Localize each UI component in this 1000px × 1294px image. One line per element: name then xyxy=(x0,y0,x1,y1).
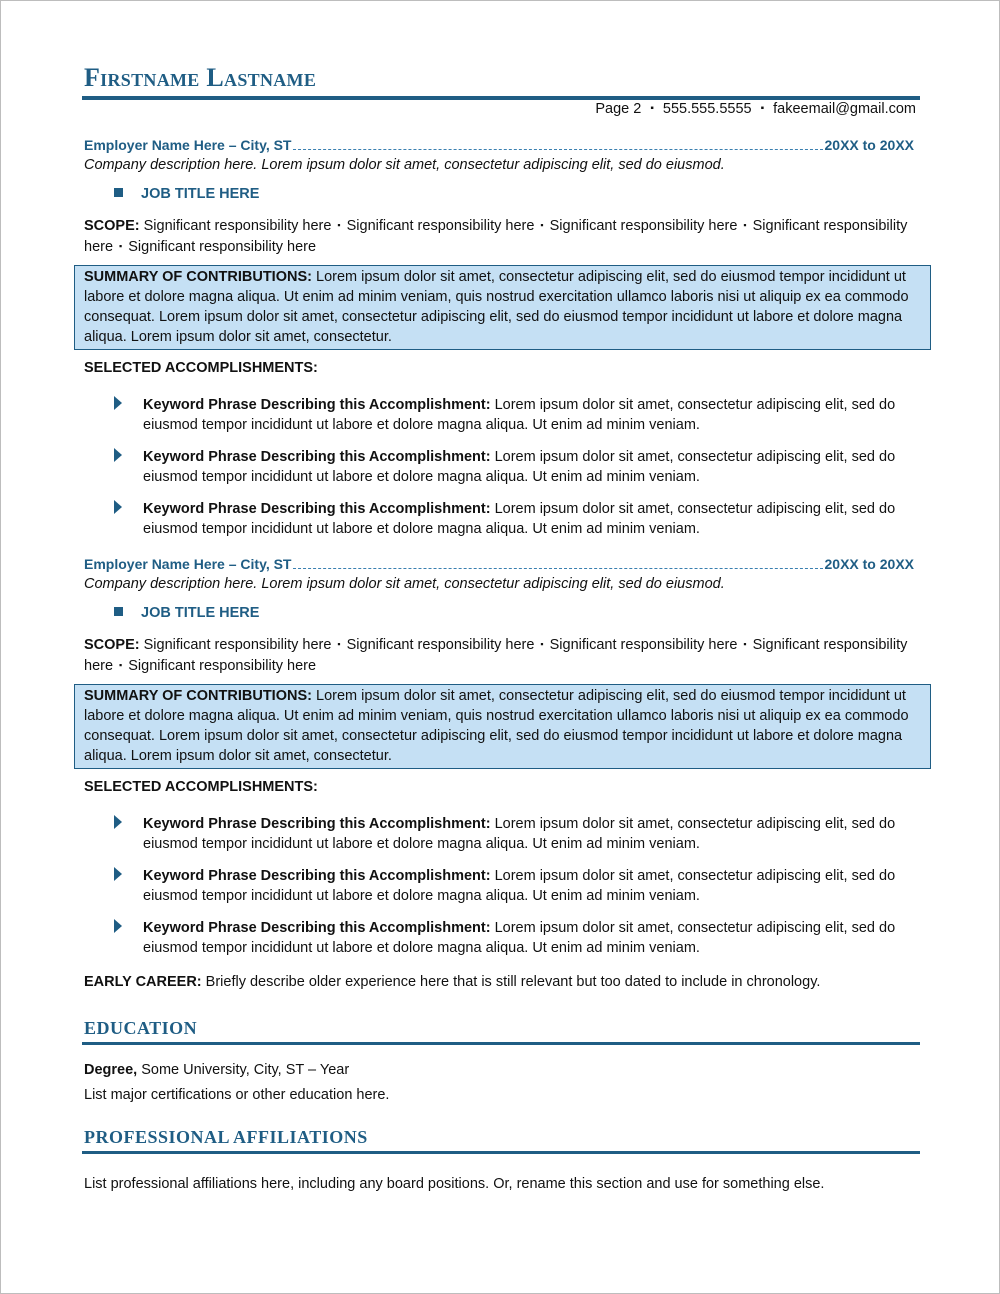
scope-separator: ▪ xyxy=(743,220,747,230)
certifications-line: List major certifications or other education here. xyxy=(84,1087,390,1103)
scope-item: Significant responsibility here xyxy=(128,239,317,255)
education-divider xyxy=(82,1042,920,1045)
degree-text: Some University, City, ST – Year xyxy=(141,1062,350,1078)
scope-item: Significant responsibility here xyxy=(346,218,535,234)
scope-separator: ▪ xyxy=(337,639,341,649)
summary-text: Lorem ipsum dolor sit amet, consectetur adipiscing elit, sed do eiusmod tempor incididunt ut labore et dolore magna aliqua. Ut enim ad minim veniam, quis nostrud exercitation ullamco laboris nisi ut aliquip ex ea commodo consequat. Lorem ipsum dolor sit amet, consectetur adipiscing elit, sed do eiusmod tempor incididunt ut labore et dolore magna aliqua. Lorem ipsum dolor sit amet, consectetur. xyxy=(84,688,909,764)
affiliations-divider xyxy=(82,1151,920,1154)
page-number: Page 2 xyxy=(595,101,642,117)
affiliations-text: List professional affiliations here, including any board positions. Or, rename this section and use for something else. xyxy=(84,1176,825,1192)
contact-line xyxy=(595,101,916,117)
accomplishments-heading: SELECTED ACCOMPLISHMENTS: xyxy=(84,779,318,795)
accomplishment-keyword: Keyword Phrase Describing this Accomplishment: xyxy=(143,449,491,465)
scope-separator: ▪ xyxy=(743,639,747,649)
scope-paragraph xyxy=(84,634,918,676)
scope-item: Significant responsibility here xyxy=(549,218,738,234)
accomplishment-item xyxy=(114,814,914,854)
scope-separator: ▪ xyxy=(119,241,123,251)
contact-separator: ▪ xyxy=(760,103,765,114)
employment-dates: 20XX to 20XX xyxy=(824,556,914,572)
summary-box xyxy=(74,684,931,769)
scope-item: Significant responsibility here xyxy=(143,637,332,653)
affiliations-heading: PROFESSIONAL AFFILIATIONS xyxy=(84,1127,368,1147)
triangle-bullet-icon xyxy=(114,867,122,881)
triangle-bullet-icon xyxy=(114,448,122,462)
accomplishment-item xyxy=(114,918,914,958)
accomplishment-text: Lorem ipsum dolor sit amet, consectetur adipiscing elit, sed do eiusmod tempor incididunt ut labore et dolore magna aliqua. Ut enim ad minim veniam. xyxy=(143,397,896,433)
accomplishment-text: Lorem ipsum dolor sit amet, consectetur adipiscing elit, sed do eiusmod tempor incididunt ut labore et dolore magna aliqua. Ut enim ad minim veniam. xyxy=(143,501,896,537)
accomplishments-heading: SELECTED ACCOMPLISHMENTS: xyxy=(84,360,318,376)
job-title xyxy=(114,605,259,621)
scope-item: Significant responsibility here xyxy=(143,218,332,234)
candidate-name: Firstname Lastname xyxy=(84,63,317,92)
summary-label: SUMMARY OF CONTRIBUTIONS: xyxy=(84,269,312,285)
square-bullet-icon xyxy=(114,188,123,197)
scope-item: Significant responsibility here xyxy=(346,637,535,653)
scope-separator: ▪ xyxy=(119,660,123,670)
scope-separator: ▪ xyxy=(337,220,341,230)
company-description: Company description here. Lorem ipsum dolor sit amet, consectetur adipiscing elit, sed do eiusmod. xyxy=(84,157,725,173)
job-title-text: JOB TITLE HERE xyxy=(141,605,260,621)
summary-box xyxy=(74,265,931,350)
employer-row xyxy=(84,137,914,153)
accomplishment-item xyxy=(114,447,914,487)
early-career-text: Briefly describe older experience here that is still relevant but too dated to include in chronology. xyxy=(205,974,821,990)
square-bullet-icon xyxy=(114,607,123,616)
accomplishment-text: Lorem ipsum dolor sit amet, consectetur adipiscing elit, sed do eiusmod tempor incididunt ut labore et dolore magna aliqua. Ut enim ad minim veniam. xyxy=(143,816,896,852)
employment-dates: 20XX to 20XX xyxy=(824,137,914,153)
accomplishment-keyword: Keyword Phrase Describing this Accomplishment: xyxy=(143,920,491,936)
phone-number: 555.555.5555 xyxy=(662,101,752,117)
accomplishment-keyword: Keyword Phrase Describing this Accomplishment: xyxy=(143,501,491,517)
accomplishment-keyword: Keyword Phrase Describing this Accomplishment: xyxy=(143,816,491,832)
accomplishment-item xyxy=(114,395,914,435)
company-description: Company description here. Lorem ipsum dolor sit amet, consectetur adipiscing elit, sed do eiusmod. xyxy=(84,576,725,592)
triangle-bullet-icon xyxy=(114,919,122,933)
scope-paragraph xyxy=(84,215,918,257)
email-address: fakeemail@gmail.com xyxy=(773,101,916,117)
scope-item: Significant responsibility here xyxy=(549,637,738,653)
scope-label: SCOPE: xyxy=(84,218,140,234)
contact-separator: ▪ xyxy=(650,103,654,114)
accomplishment-text: Lorem ipsum dolor sit amet, consectetur adipiscing elit, sed do eiusmod tempor incididunt ut labore et dolore magna aliqua. Ut enim ad minim veniam. xyxy=(143,920,896,956)
summary-text: Lorem ipsum dolor sit amet, consectetur adipiscing elit, sed do eiusmod tempor incididunt ut labore et dolore magna aliqua. Ut enim ad minim veniam, quis nostrud exercitation ullamco laboris nisi ut aliquip ex ea commodo consequat. Lorem ipsum dolor sit amet, consectetur adipiscing elit, sed do eiusmod tempor incididunt ut labore et dolore magna aliqua. Lorem ipsum dolor sit amet, consectetur. xyxy=(84,269,909,345)
degree-label: Degree, xyxy=(84,1062,138,1078)
scope-item: Significant responsibility here xyxy=(84,218,908,255)
job-title xyxy=(114,186,259,202)
scope-item: Significant responsibility here xyxy=(84,637,908,674)
degree-line xyxy=(84,1062,349,1078)
scope-label: SCOPE: xyxy=(84,637,140,653)
accomplishment-text: Lorem ipsum dolor sit amet, consectetur adipiscing elit, sed do eiusmod tempor incididunt ut labore et dolore magna aliqua. Ut enim ad minim veniam. xyxy=(143,868,896,904)
triangle-bullet-icon xyxy=(114,815,122,829)
dotted-leader xyxy=(293,148,822,150)
early-career-label: EARLY CAREER: xyxy=(84,974,202,990)
employer-row xyxy=(84,556,914,572)
triangle-bullet-icon xyxy=(114,396,122,410)
scope-separator: ▪ xyxy=(540,639,544,649)
accomplishment-text: Lorem ipsum dolor sit amet, consectetur adipiscing elit, sed do eiusmod tempor incididunt ut labore et dolore magna aliqua. Ut enim ad minim veniam. xyxy=(143,449,896,485)
job-title-text: JOB TITLE HERE xyxy=(141,186,260,202)
accomplishment-keyword: Keyword Phrase Describing this Accomplishment: xyxy=(143,397,491,413)
triangle-bullet-icon xyxy=(114,500,122,514)
accomplishment-item xyxy=(114,499,914,539)
scope-item: Significant responsibility here xyxy=(128,658,317,674)
dotted-leader xyxy=(293,567,822,569)
employer-name: Employer Name Here – City, ST xyxy=(84,137,292,153)
early-career xyxy=(84,974,820,990)
summary-label: SUMMARY OF CONTRIBUTIONS: xyxy=(84,688,312,704)
accomplishment-item xyxy=(114,866,914,906)
accomplishment-keyword: Keyword Phrase Describing this Accomplishment: xyxy=(143,868,491,884)
scope-separator: ▪ xyxy=(540,220,544,230)
employer-name: Employer Name Here – City, ST xyxy=(84,556,292,572)
education-heading: EDUCATION xyxy=(84,1018,198,1038)
name-divider xyxy=(82,96,920,100)
